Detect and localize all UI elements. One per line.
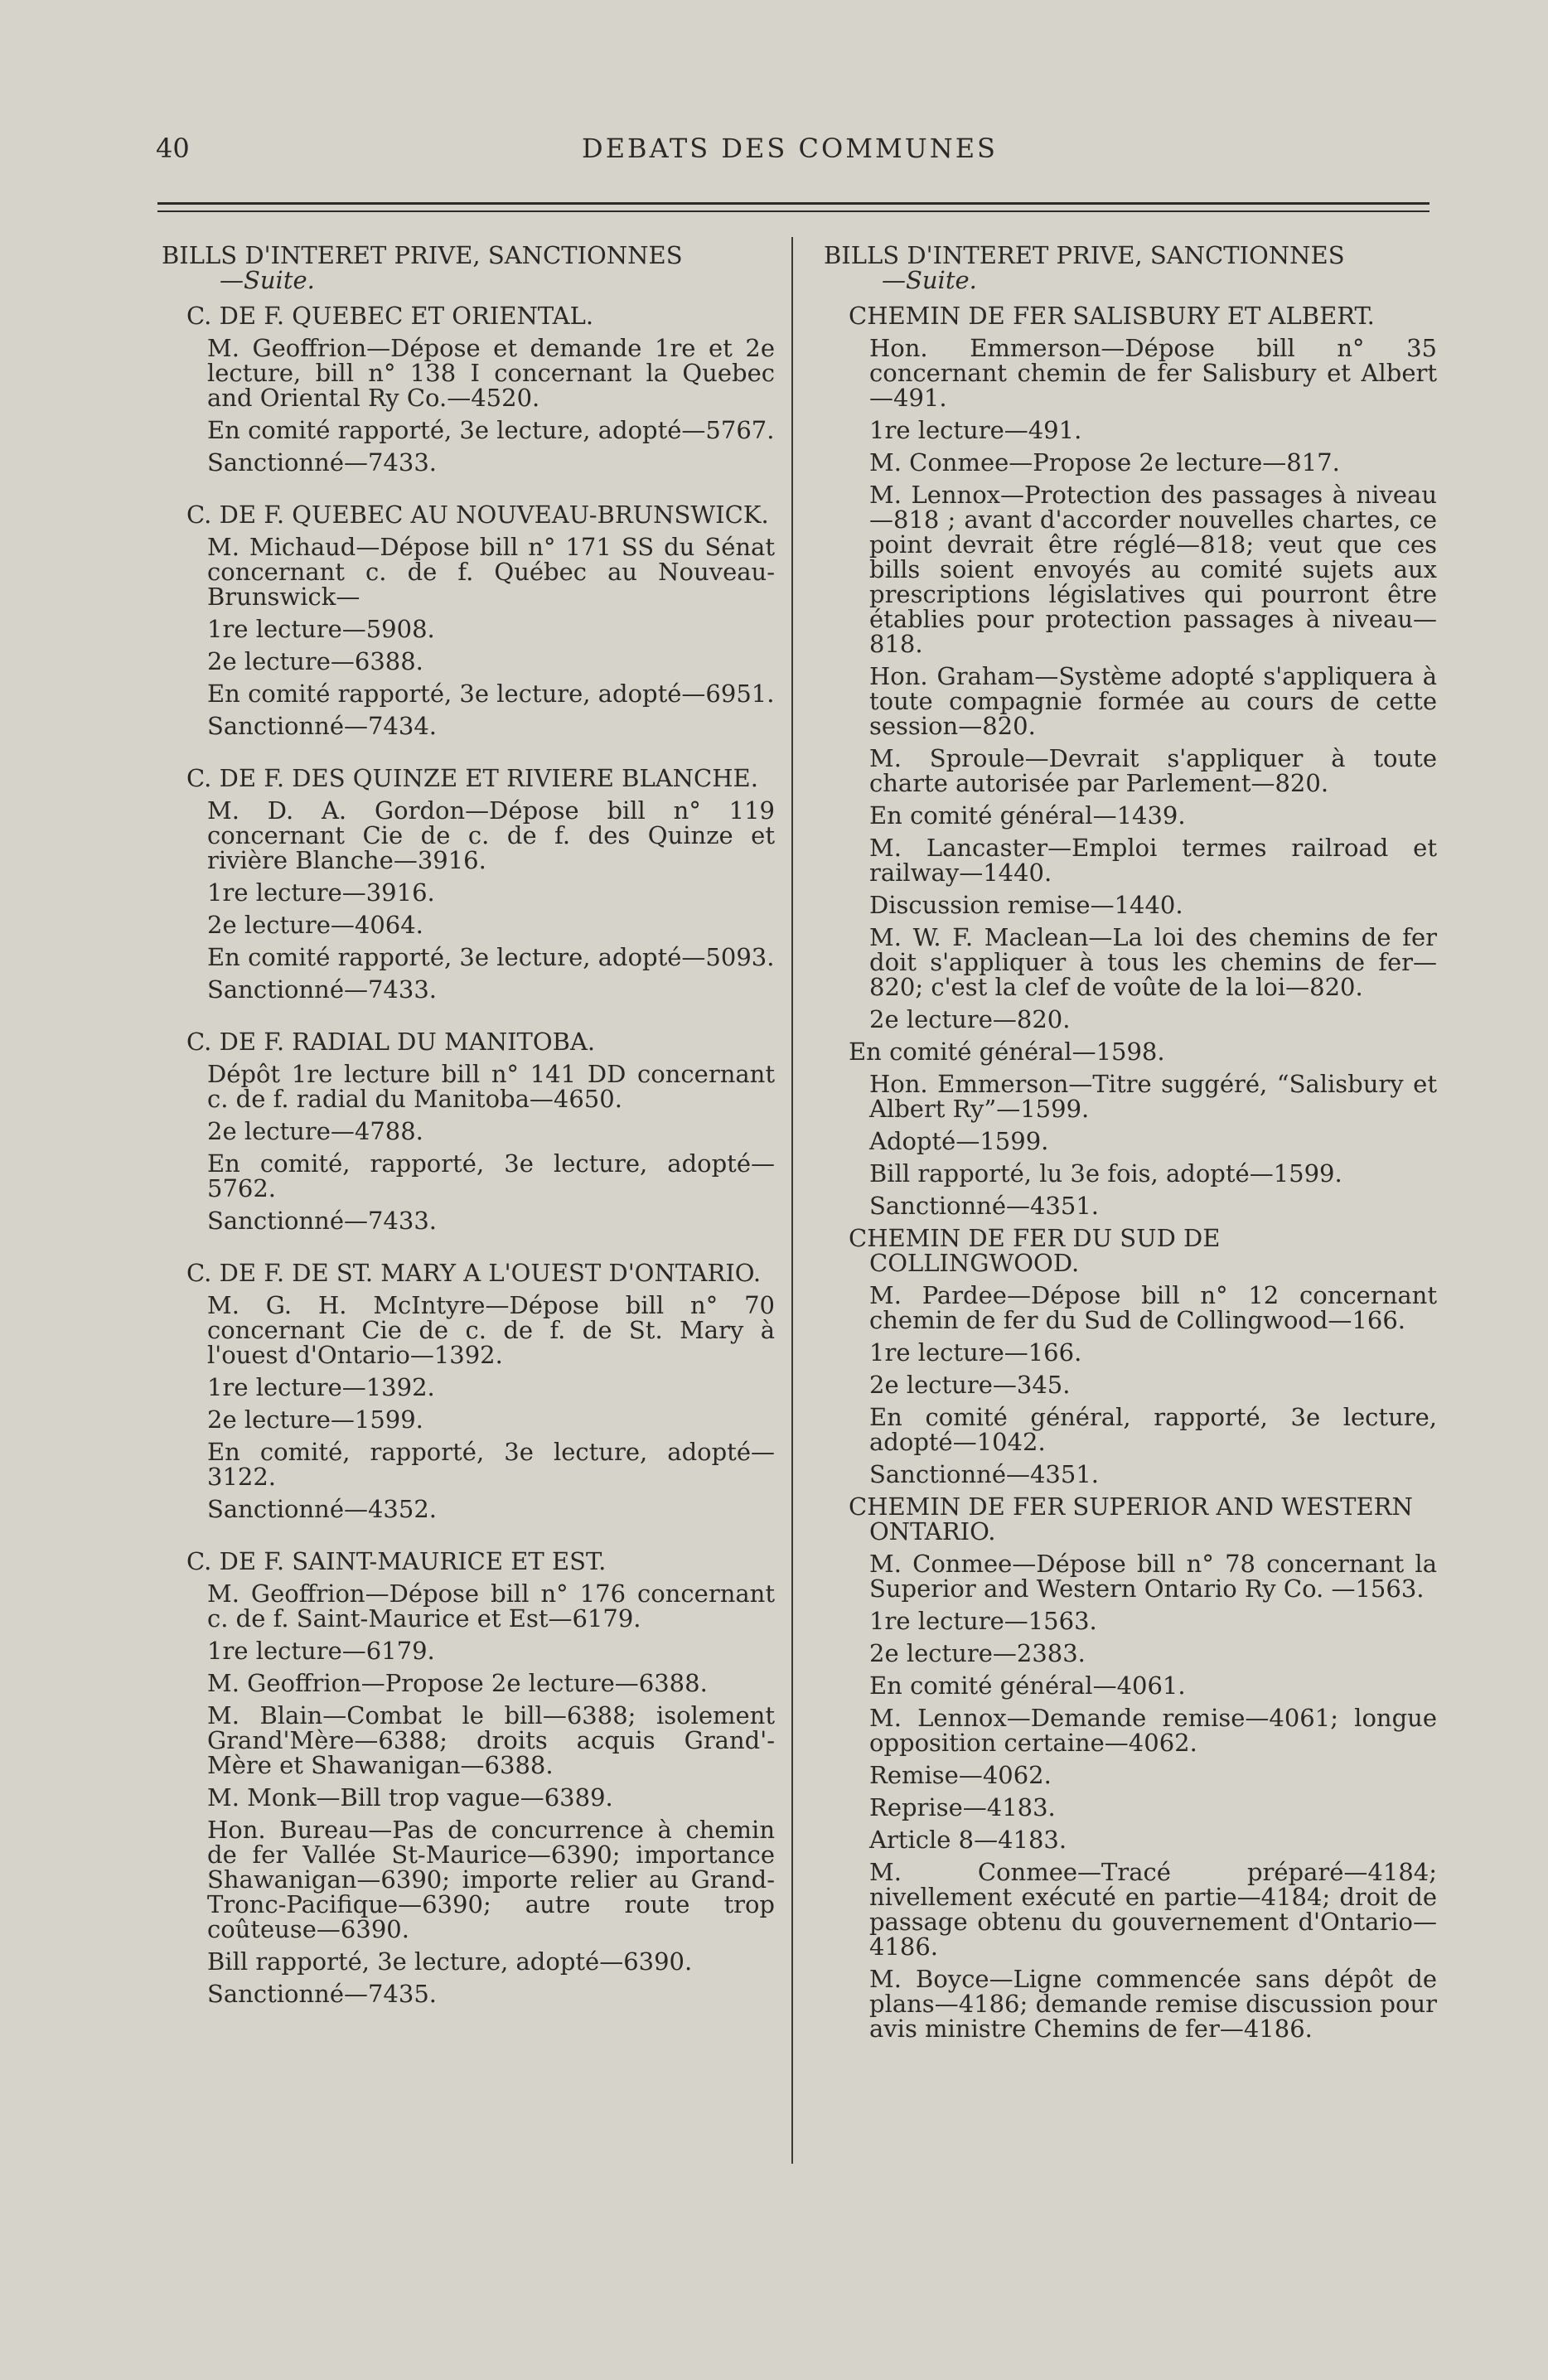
entry: Sanctionné—7433.: [207, 1207, 438, 1235]
running-title: DEBATS DES COMMUNES: [582, 133, 998, 164]
entry: En comité général—1598.: [849, 1038, 1165, 1066]
left-column: [162, 243, 775, 2014]
entry: M. D. A. Gordon—Dépose bill n° 119 concernant Cie de c. de f. des Quinze et rivière Blanche—3916.: [207, 796, 775, 874]
entry: En comité général, rapporté, 3e lecture, adopté—1042.: [869, 1403, 1437, 1456]
entry: Bill rapporté, 3e lecture, adopté—6390.: [207, 1947, 693, 1976]
entry: Article 8—4183.: [869, 1826, 1067, 1854]
entry: Sanctionné—7433.: [207, 975, 438, 1004]
section-title: C. DE F. QUEBEC ET ORIENTAL.: [186, 302, 594, 330]
entry: 2e lecture—345.: [869, 1371, 1071, 1399]
entry: M. Boyce—Ligne commencée sans dépôt de plans—4186; demande remise discussion pour avis ministre Chemins de fer—4186.: [869, 1965, 1437, 2043]
column-divider: [791, 237, 793, 2164]
entry: M. Geoffrion—Propose 2e lecture—6388.: [207, 1669, 708, 1697]
entry: 1re lecture—3916.: [207, 878, 435, 907]
entry: Hon. Emmerson—Titre suggéré, “Salisbury et Albert Ry”—1599.: [869, 1070, 1437, 1123]
entry: En comité, rapporté, 3e lecture, adopté—3122.: [207, 1438, 775, 1491]
entry: En comité rapporté, 3e lecture, adopté—5093.: [207, 943, 775, 971]
entry: 1re lecture—6179.: [207, 1637, 435, 1665]
entry: M. Pardee—Dépose bill n° 12 concernant chemin de fer du Sud de Collingwood—166.: [869, 1281, 1437, 1334]
header-rule-top: [157, 202, 1429, 205]
entry: Hon. Graham—Système adopté s'appliquera à toute compagnie formée au cours de cette session—820.: [869, 662, 1437, 740]
entry: M. W. F. Maclean—La loi des chemins de fer doit s'appliquer à tous les chemins de fer—820; c'est la clef de voûte de la loi—820.: [869, 923, 1437, 1001]
section: [824, 1494, 1437, 2041]
entry: M. Conmee—Tracé préparé—4184; nivellement exécuté en partie—4184; droit de passage obtenu du gouvernement d'Ontario—4186.: [869, 1858, 1437, 1961]
section: [162, 303, 775, 475]
right-column: [824, 243, 1437, 2049]
entry: 1re lecture—1563.: [869, 1607, 1097, 1635]
section: [824, 303, 1437, 1218]
entry: 1re lecture—491.: [869, 416, 1082, 444]
entry: Adopté—1599.: [869, 1127, 1049, 1155]
section-title: C. DE F. DE ST. MARY A L'OUEST D'ONTARIO.: [186, 1259, 762, 1287]
column-header-suite: —Suite.: [220, 266, 315, 294]
entry: M. Michaud—Dépose bill n° 171 SS du Sénat concernant c. de f. Québec au Nouveau-Brunswick—: [207, 533, 775, 611]
entry: Reprise—4183.: [869, 1793, 1056, 1821]
column-header: BILLS D'INTERET PRIVE, SANCTIONNES: [162, 241, 683, 269]
entry: Sanctionné—4351.: [869, 1192, 1100, 1220]
page-number: 40: [156, 133, 190, 164]
entry: 1re lecture—1392.: [207, 1373, 435, 1401]
entry: Sanctionné—7435.: [207, 1980, 438, 2008]
section: [162, 1549, 775, 2006]
entry: Discussion remise—1440.: [869, 891, 1183, 919]
section-title: CHEMIN DE FER SUPERIOR AND WESTERN ONTARIO.: [849, 1492, 1413, 1546]
entry: M. Sproule—Devrait s'appliquer à toute charte autorisée par Parlement—820.: [869, 744, 1437, 797]
entry: Sanctionné—7433.: [207, 448, 438, 476]
entry: 2e lecture—6388.: [207, 647, 423, 675]
entry: Bill rapporté, lu 3e fois, adopté—1599.: [869, 1159, 1342, 1188]
entry: Hon. Bureau—Pas de concurrence à chemin de fer Vallée St-Maurice—6390; importance Shawanigan—6390; importe relier au Grand-Tronc-Pacifique—6390; autre route trop coûteuse—6390.: [207, 1816, 775, 1943]
entry: En comité rapporté, 3e lecture, adopté—5767.: [207, 416, 775, 444]
entry: 1re lecture—166.: [869, 1338, 1082, 1367]
entry: M. Geoffrion—Dépose et demande 1re et 2e lecture, bill n° 138 I concernant la Quebec and Oriental Ry Co.—4520.: [207, 334, 775, 412]
entry: Remise—4062.: [869, 1761, 1052, 1789]
entry: 2e lecture—4064.: [207, 911, 423, 939]
entry: M. Lennox—Demande remise—4061; longue opposition certaine—4062.: [869, 1704, 1437, 1757]
entry: En comité général—4061.: [869, 1671, 1186, 1700]
section-title: CHEMIN DE FER SALISBURY ET ALBERT.: [849, 302, 1375, 330]
entry: 1re lecture—5908.: [207, 615, 435, 643]
section: [162, 766, 775, 1002]
section: [162, 1029, 775, 1233]
entry: Hon. Emmerson—Dépose bill n° 35 concernant chemin de fer Salisbury et Albert —491.: [869, 334, 1437, 412]
entry: Sanctionné—4352.: [207, 1495, 438, 1523]
section-title: C. DE F. RADIAL DU MANITOBA.: [186, 1028, 596, 1056]
entry: Dépôt 1re lecture bill n° 141 DD concernant c. de f. radial du Manitoba—4650.: [207, 1060, 775, 1113]
entry: 2e lecture—1599.: [207, 1405, 423, 1434]
section-title: C. DE F. SAINT-MAURICE ET EST.: [186, 1547, 607, 1575]
column-header-suite: —Suite.: [882, 266, 977, 294]
section: [162, 502, 775, 738]
entry: 2e lecture—820.: [869, 1005, 1071, 1033]
entry: M. Lennox—Protection des passages à niveau—818 ; avant d'accorder nouvelles chartes, ce point devrait être réglé—818; veut que ces bills soient envoyés au comité sujets aux prescriptions législatives qui pourront être établies pour protection passages à niveau—818.: [869, 481, 1437, 658]
entry: Sanctionné—7434.: [207, 712, 438, 740]
entry: M. Blain—Combat le bill—6388; isolement Grand'Mère—6388; droits acquis Grand'-Mère et Shawanigan—6388.: [207, 1701, 775, 1779]
running-head: [156, 133, 1424, 174]
section: [162, 1260, 775, 1521]
entry: M. Lancaster—Emploi termes railroad et railway—1440.: [869, 834, 1437, 887]
entry: M. Monk—Bill trop vague—6389.: [207, 1783, 613, 1812]
section: [824, 1226, 1437, 1487]
header-rule-bottom: [157, 210, 1429, 212]
section-title: C. DE F. QUEBEC AU NOUVEAU-BRUNSWICK.: [186, 501, 769, 529]
entry: En comité, rapporté, 3e lecture, adopté—5762.: [207, 1149, 775, 1202]
entry: En comité général—1439.: [869, 801, 1186, 830]
entry: M. G. H. McIntyre—Dépose bill n° 70 concernant Cie de c. de f. de St. Mary à l'ouest d'Ontario—1392.: [207, 1291, 775, 1369]
entry: M. Conmee—Propose 2e lecture—817.: [869, 448, 1340, 476]
entry: M. Conmee—Dépose bill n° 78 concernant la Superior and Western Ontario Ry Co. —1563.: [869, 1550, 1437, 1603]
entry: 2e lecture—2383.: [869, 1639, 1086, 1667]
section-title: C. DE F. DES QUINZE ET RIVIERE BLANCHE.: [186, 764, 758, 792]
entry: M. Geoffrion—Dépose bill n° 176 concernant c. de f. Saint-Maurice et Est—6179.: [207, 1579, 775, 1633]
section-title: CHEMIN DE FER DU SUD DE COLLINGWOOD.: [849, 1224, 1221, 1277]
column-header: BILLS D'INTERET PRIVE, SANCTIONNES: [824, 241, 1345, 269]
entry: En comité rapporté, 3e lecture, adopté—6951.: [207, 680, 775, 708]
entry: 2e lecture—4788.: [207, 1117, 423, 1145]
entry: Sanctionné—4351.: [869, 1460, 1100, 1488]
